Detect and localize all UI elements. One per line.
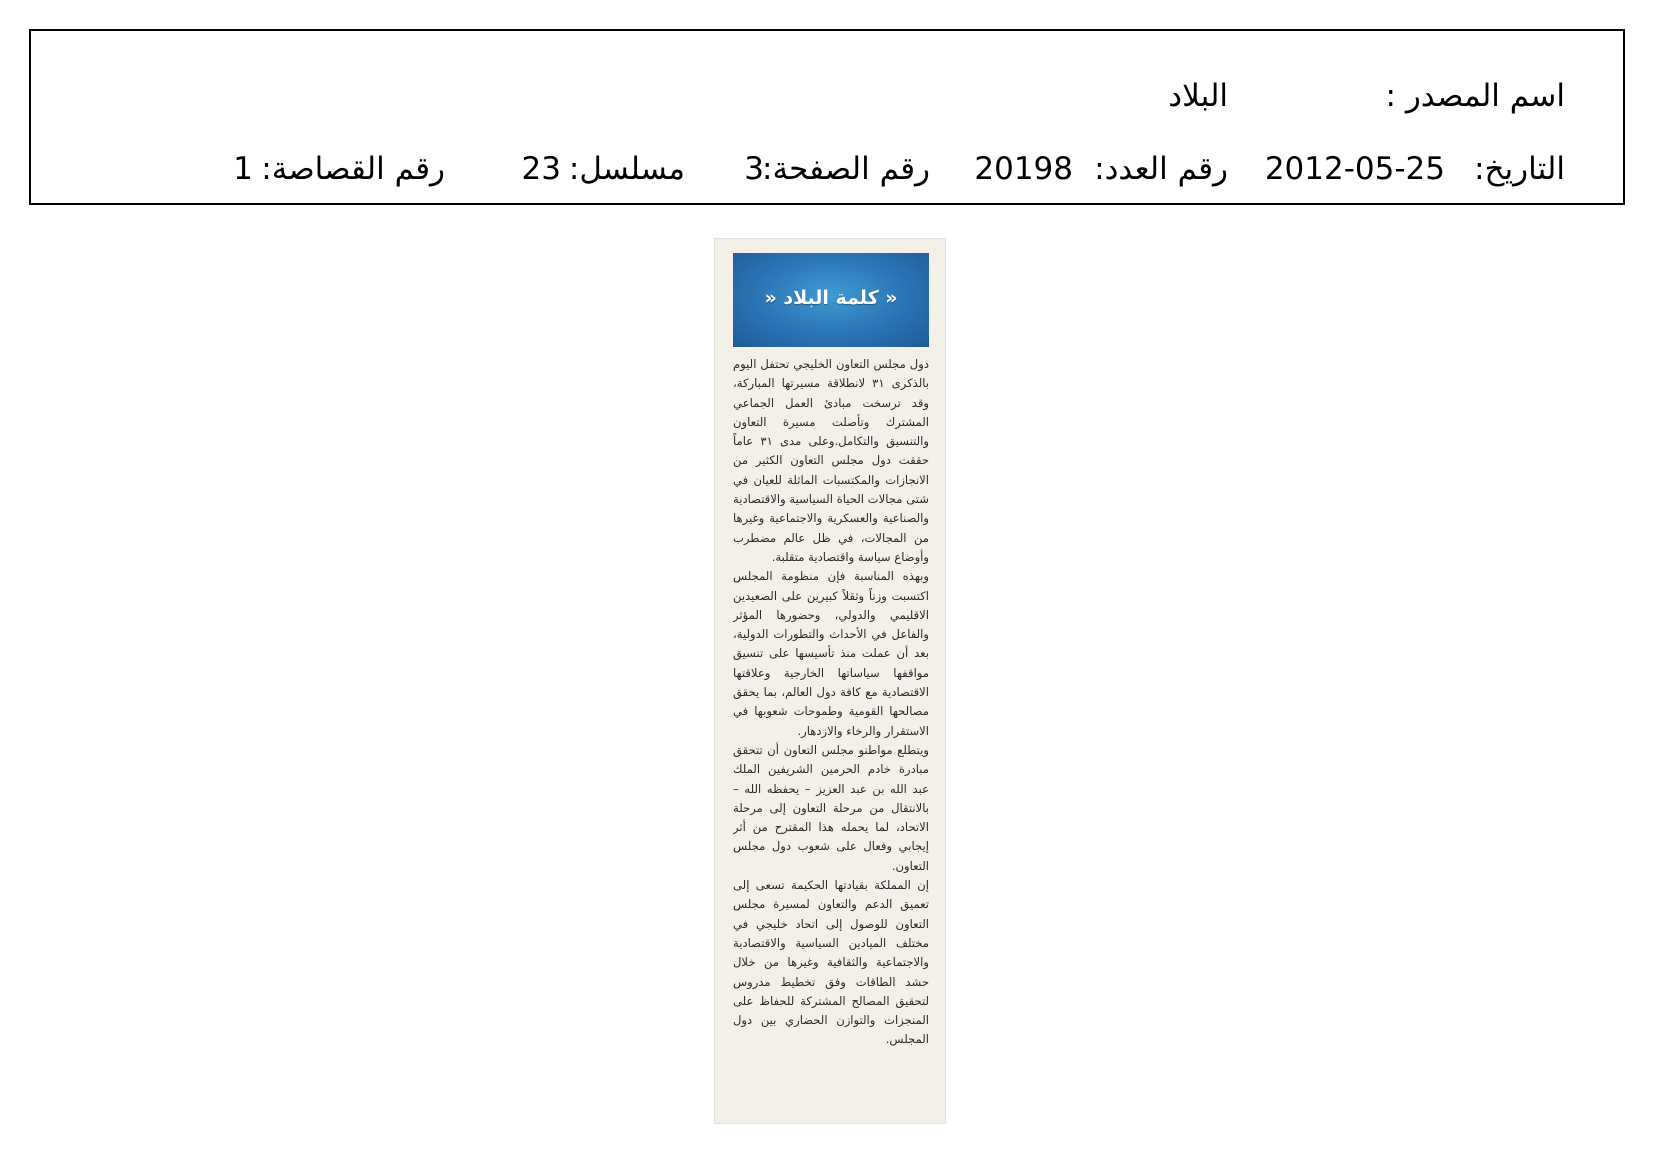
source-info-box xyxy=(29,29,1625,205)
issue-label: رقم العدد: xyxy=(1094,151,1228,187)
banner-title: « كلمة البلاد « xyxy=(764,287,898,309)
page-label: رقم الصفحة: xyxy=(762,151,930,187)
article-paragraph: وبهذه المناسبة فإن منظومة المجلس اكتسبت وزناً وثقلاً كبيرين على الصعيدين الاقليمي والدولي، وحضورها المؤثر والفاعل في الأحداث والتطورات الدولية، بعد أن عملت منذ تأسيسها على تنسيق مواقفها سياساتها الخارجية وعلاقتها الاقتصادية مع كافة دول العالم، بما يحقق مصالحها القومية وطموحات شعوبها في الاستقرار والرخاء والازدهار. xyxy=(733,569,929,738)
serial-value: 23 xyxy=(521,151,561,187)
source-value: البلاد xyxy=(1168,78,1228,114)
article-paragraph: ويتطلع مواطنو مجلس التعاون أن تتحقق مبادرة خادم الحرمين الشريفين الملك عبد الله بن عبد العزيز – يحفظه الله – بالانتقال من مرحلة التعاون إلى مرحلة الاتحاد، لما يحمله هذا المقترح من أثر إيجابي وفعال على شعوب دول مجلس التعاون. xyxy=(733,742,929,873)
date-label: التاريخ: xyxy=(1474,151,1565,187)
newspaper-clipping xyxy=(714,238,946,1124)
clip-label: رقم القصاصة: xyxy=(261,151,445,187)
source-label: اسم المصدر : xyxy=(1385,78,1565,114)
serial-label: مسلسل: xyxy=(568,151,685,187)
article-body xyxy=(733,355,929,1115)
date-value: 2012-05-25 xyxy=(1264,151,1445,187)
issue-value: 20198 xyxy=(974,151,1073,187)
clip-value: 1 xyxy=(233,151,253,187)
article-paragraph: دول مجلس التعاون الخليجي تحتفل اليوم بالذكرى ٣١ لانطلاقة مسيرتها المباركة، وقد ترسخت مبادئ العمل الجماعي المشترك وتأصلت مسيرة التعاون والتنسيق والتكامل.وعلى مدى ٣١ عاماً حققت دول مجلس التعاون الكثير من الانجازات والمكتسبات الماثلة للعيان في شتى مجالات الحياة السياسية والاقتصادية والصناعية والعسكرية والاجتماعية وغيرها من المجالات، في ظل عالم مضطرب وأوضاع سياسة واقتصادية متقلبة. xyxy=(733,357,929,564)
column-banner xyxy=(733,253,929,347)
page-value: 3 xyxy=(744,151,764,187)
article-paragraph: إن المملكة بقيادتها الحكيمة تسعى إلى تعميق الدعم والتعاون لمسيرة مجلس التعاون للوصول إلى اتحاد خليجي في مختلف الميادين السياسية والاقتصادية والاجتماعية والثقافية وغيرها من خلال حشد الطاقات وفق تخطيط مدروس لتحقيق المصالح المشتركة للحفاظ على المنجزات والتوازن الحضاري بين دول المجلس. xyxy=(733,878,929,1047)
